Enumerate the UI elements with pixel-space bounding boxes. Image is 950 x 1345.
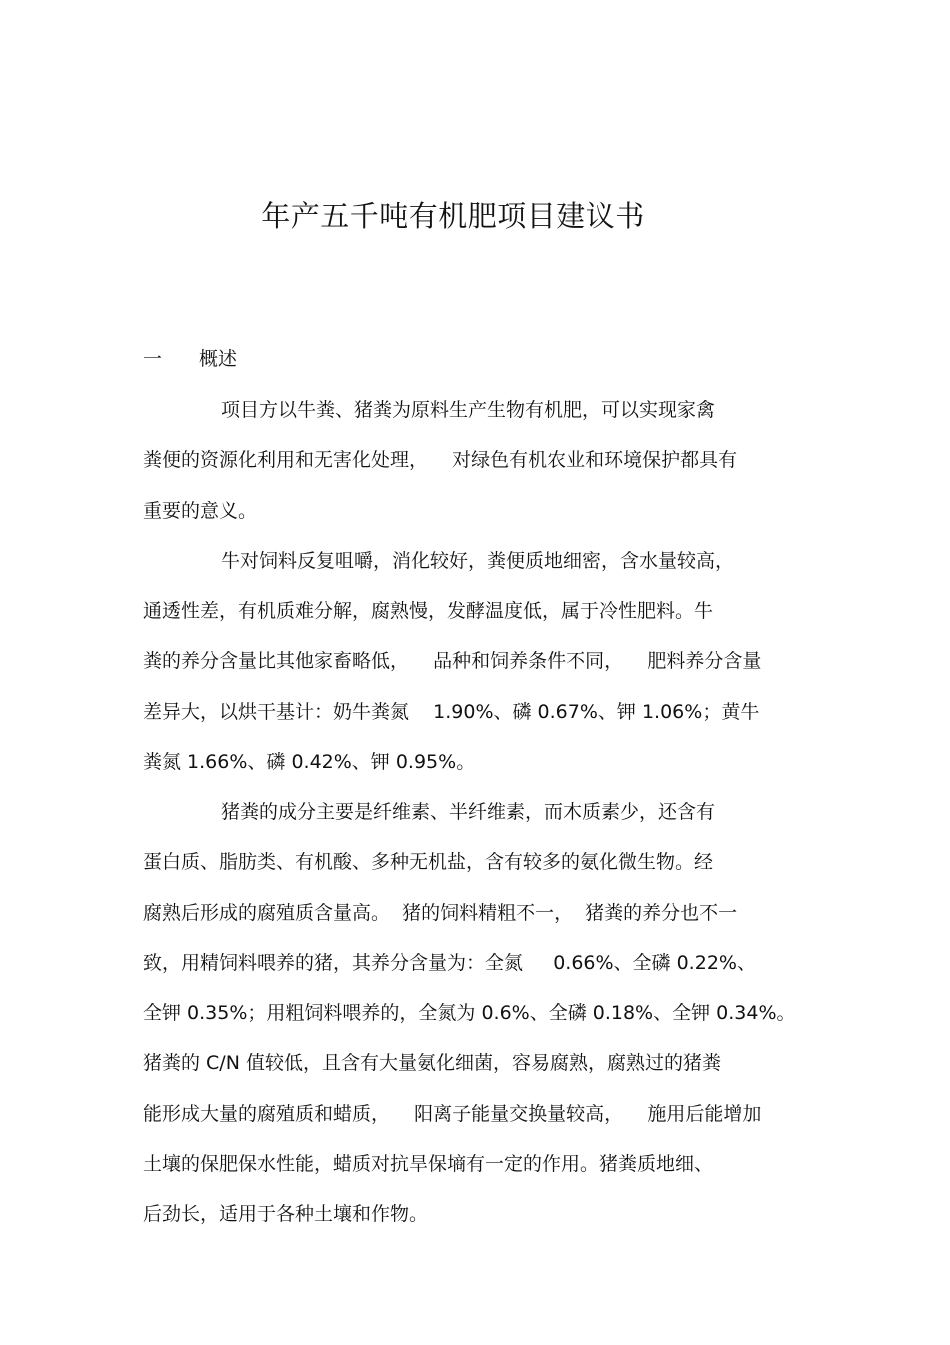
body-line: 粪的养分含量比其他家畜略低， 品种和饲养条件不同， 肥料养分含量	[143, 650, 762, 673]
body-line: 致，用精饲料喂养的猪，其养分含量为：全氮 0.66%、全磷 0.22%、	[143, 951, 756, 974]
body-line: 能形成大量的腐殖质和蜡质， 阳离子能量交换量较高， 施用后能增加	[143, 1102, 762, 1125]
section-number: 一	[143, 348, 163, 370]
body-line: 腐熟后形成的腐殖质含量高。 猪的饲料精粗不一， 猪粪的养分也不一	[143, 901, 738, 924]
body-line: 差异大，以烘干基计：奶牛粪氮 1.90%、磷 0.67%、钾 1.06%；黄牛	[143, 700, 760, 723]
body-text	[143, 395, 823, 1249]
body-line: 项目方以牛粪、猪粪为原料生产生物有机肥，可以实现家禽	[221, 399, 716, 421]
section-heading	[143, 344, 237, 374]
body-line: 重要的意义。	[143, 499, 258, 522]
body-line: 粪便的资源化利用和无害化处理， 对绿色有机农业和环境保护都具有	[143, 449, 738, 472]
body-line: 蛋白质、脂肪类、有机酸、多种无机盐，含有较多的氨化微生物。经	[143, 851, 714, 874]
body-line: 牛对饲料反复咀嚼，消化较好，粪便质地细密，含水量较高，	[221, 549, 735, 572]
body-line: 猪粪的成分主要是纤维素、半纤维素，而木质素少，还含有	[221, 801, 716, 823]
document-title: 年产五千吨有机肥项目建议书	[261, 199, 645, 233]
body-line: 通透性差，有机质难分解，腐熟慢，发酵温度低，属于冷性肥料。牛	[143, 600, 714, 622]
section-title: 概述	[199, 348, 238, 370]
body-line: 猪粪的 C/N 值较低，且含有大量氨化细菌，容易腐熟，腐熟过的猪粪	[143, 1052, 721, 1075]
body-line: 土壤的保肥保水性能，蜡质对抗旱保墒有一定的作用。猪粪质地细、	[143, 1152, 714, 1175]
body-line: 粪氮 1.66%、磷 0.42%、钾 0.95%。	[143, 750, 476, 773]
body-line: 全钾 0.35%；用粗饲料喂养的，全氮为 0.6%、全磷 0.18%、全钾 0.34%。	[143, 1002, 796, 1024]
body-line: 后劲长，适用于各种土壤和作物。	[143, 1203, 429, 1225]
